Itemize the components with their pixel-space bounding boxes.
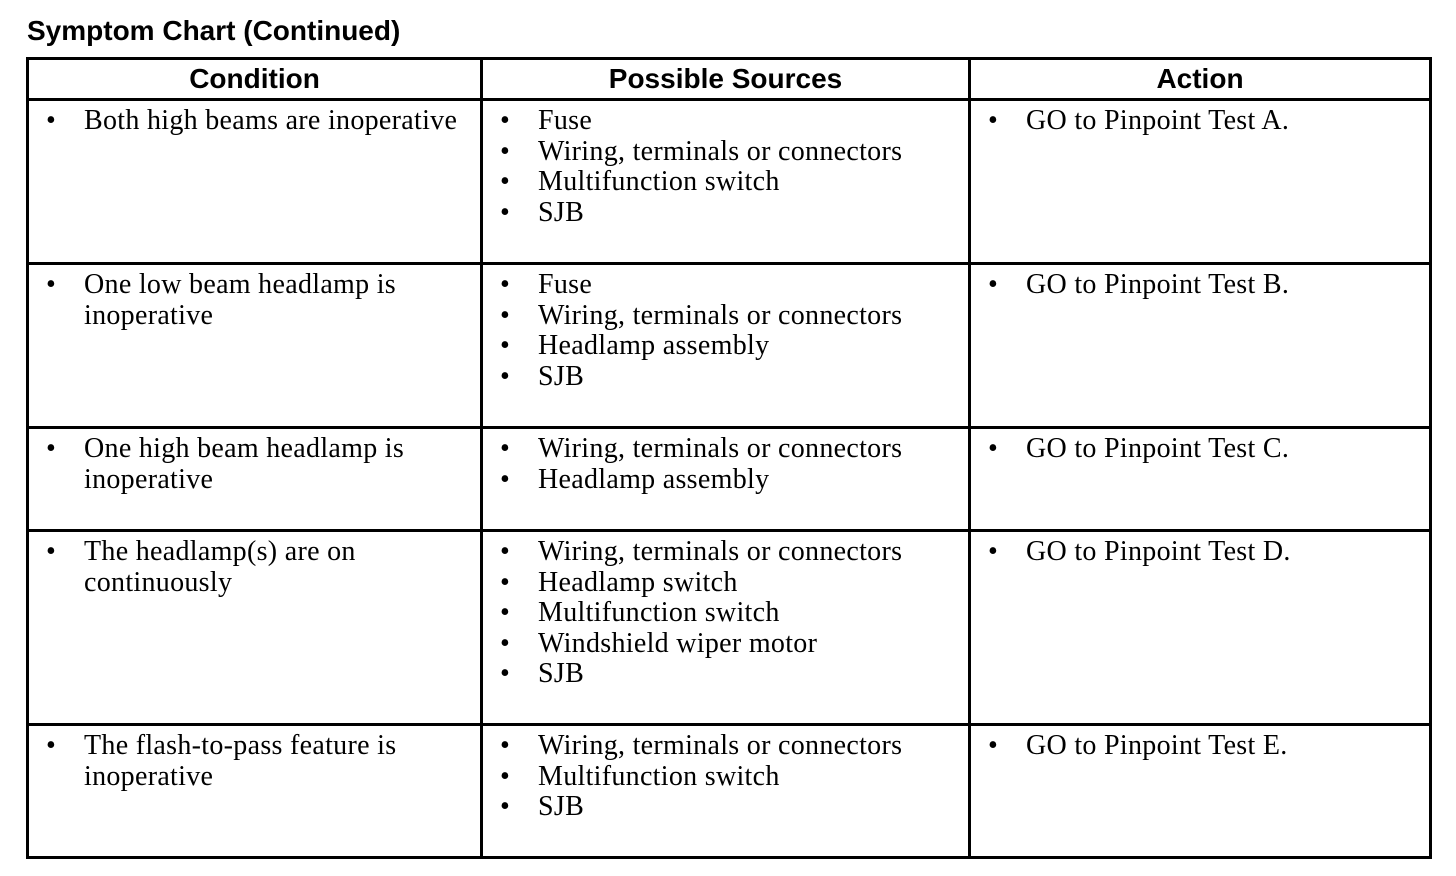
source-text: SJB: [538, 791, 585, 822]
bullet-icon: •: [499, 330, 511, 361]
list-item: [971, 537, 1429, 568]
bullet-icon: •: [499, 658, 511, 689]
action-cell: [970, 531, 1431, 725]
action-text: GO to Pinpoint Test A.: [1026, 105, 1290, 136]
header-possible-sources: Possible Sources: [482, 59, 970, 100]
bullet-icon: •: [499, 730, 511, 761]
list-item: [483, 465, 968, 496]
list-item: [971, 434, 1429, 465]
source-text: Wiring, terminals or connectors: [538, 299, 903, 331]
action-cell: [970, 100, 1431, 264]
list-item: [483, 198, 968, 229]
condition-text: One high beam headlamp is inoperative: [84, 433, 405, 495]
bullet-icon: •: [499, 536, 511, 567]
sources-cell: [482, 531, 970, 725]
bullet-icon: •: [499, 135, 511, 167]
action-cell: [970, 428, 1431, 531]
list-item: [483, 659, 968, 690]
list-item: [483, 537, 968, 568]
bullet-icon: •: [499, 299, 511, 331]
action-cell: [970, 264, 1431, 428]
list-item: [971, 731, 1429, 762]
source-text: SJB: [538, 196, 585, 228]
header-condition: Condition: [28, 59, 482, 100]
list-item: [483, 598, 968, 629]
list-item: [483, 434, 968, 465]
list-item: [483, 137, 968, 168]
table-row: [28, 264, 1431, 428]
bullet-icon: •: [499, 760, 511, 792]
list-item: [483, 731, 968, 762]
action-text: GO to Pinpoint Test B.: [1026, 269, 1290, 300]
bullet-icon: •: [45, 433, 57, 464]
condition-text: One low beam headlamp is inoperative: [84, 269, 397, 331]
action-cell: [970, 725, 1431, 858]
condition-text: The flash-to-pass feature is inoperative: [84, 730, 397, 792]
list-item: [29, 731, 480, 792]
condition-cell: [28, 100, 482, 264]
bullet-icon: •: [499, 360, 511, 392]
condition-cell: [28, 725, 482, 858]
bullet-icon: •: [499, 166, 511, 197]
bullet-icon: •: [499, 105, 511, 136]
table-row: [28, 531, 1431, 725]
source-text: Multifunction switch: [538, 166, 780, 197]
list-item: [483, 792, 968, 823]
table-row: [28, 725, 1431, 858]
bullet-icon: •: [987, 269, 999, 300]
source-text: Wiring, terminals or connectors: [538, 536, 903, 567]
bullet-icon: •: [499, 597, 511, 628]
condition-cell: [28, 428, 482, 531]
sources-cell: [482, 725, 970, 858]
list-item: [971, 270, 1429, 301]
bullet-icon: •: [499, 269, 511, 300]
source-text: Headlamp assembly: [538, 330, 770, 361]
condition-cell: [28, 264, 482, 428]
bullet-icon: •: [45, 536, 57, 567]
source-text: SJB: [538, 360, 585, 392]
condition-cell: [28, 531, 482, 725]
table-row: [28, 428, 1431, 531]
sources-cell: [482, 264, 970, 428]
bullet-icon: •: [45, 269, 57, 300]
condition-text: The headlamp(s) are on continuously: [84, 536, 356, 598]
list-item: [971, 106, 1429, 137]
list-item: [483, 629, 968, 660]
sources-cell: [482, 100, 970, 264]
header-row: [28, 59, 1431, 100]
source-text: Fuse: [538, 105, 593, 136]
table-row: [28, 100, 1431, 264]
list-item: [483, 762, 968, 793]
bullet-icon: •: [987, 105, 999, 136]
list-item: [29, 106, 480, 137]
source-text: Headlamp switch: [538, 566, 738, 598]
source-text: Headlamp assembly: [538, 463, 770, 495]
action-text: GO to Pinpoint Test C.: [1026, 433, 1290, 464]
source-text: Multifunction switch: [538, 597, 780, 628]
source-text: Wiring, terminals or connectors: [538, 433, 903, 464]
sources-cell: [482, 428, 970, 531]
list-item: [483, 106, 968, 137]
bullet-icon: •: [987, 536, 999, 567]
symptom-chart-table: [26, 57, 1432, 859]
list-item: [483, 568, 968, 599]
list-item: [483, 301, 968, 332]
list-item: [483, 362, 968, 393]
bullet-icon: •: [499, 433, 511, 464]
source-text: Wiring, terminals or connectors: [538, 135, 903, 167]
action-text: GO to Pinpoint Test E.: [1026, 730, 1288, 761]
action-text: GO to Pinpoint Test D.: [1026, 536, 1291, 567]
list-item: [483, 331, 968, 362]
bullet-icon: •: [499, 463, 511, 495]
source-text: Multifunction switch: [538, 760, 780, 792]
list-item: [483, 167, 968, 198]
bullet-icon: •: [987, 730, 999, 761]
list-item: [29, 537, 480, 598]
bullet-icon: •: [45, 105, 57, 136]
bullet-icon: •: [987, 433, 999, 464]
source-text: Wiring, terminals or connectors: [538, 730, 903, 761]
bullet-icon: •: [499, 627, 511, 659]
list-item: [483, 270, 968, 301]
list-item: [29, 270, 480, 331]
source-text: Fuse: [538, 269, 593, 300]
bullet-icon: •: [499, 566, 511, 598]
source-text: Windshield wiper motor: [538, 627, 818, 659]
header-action: Action: [970, 59, 1431, 100]
list-item: [29, 434, 480, 495]
bullet-icon: •: [499, 791, 511, 822]
bullet-icon: •: [45, 730, 57, 761]
page-title: Symptom Chart (Continued): [27, 15, 401, 46]
source-text: SJB: [538, 658, 585, 689]
bullet-icon: •: [499, 196, 511, 228]
condition-text: Both high beams are inoperative: [84, 105, 458, 136]
